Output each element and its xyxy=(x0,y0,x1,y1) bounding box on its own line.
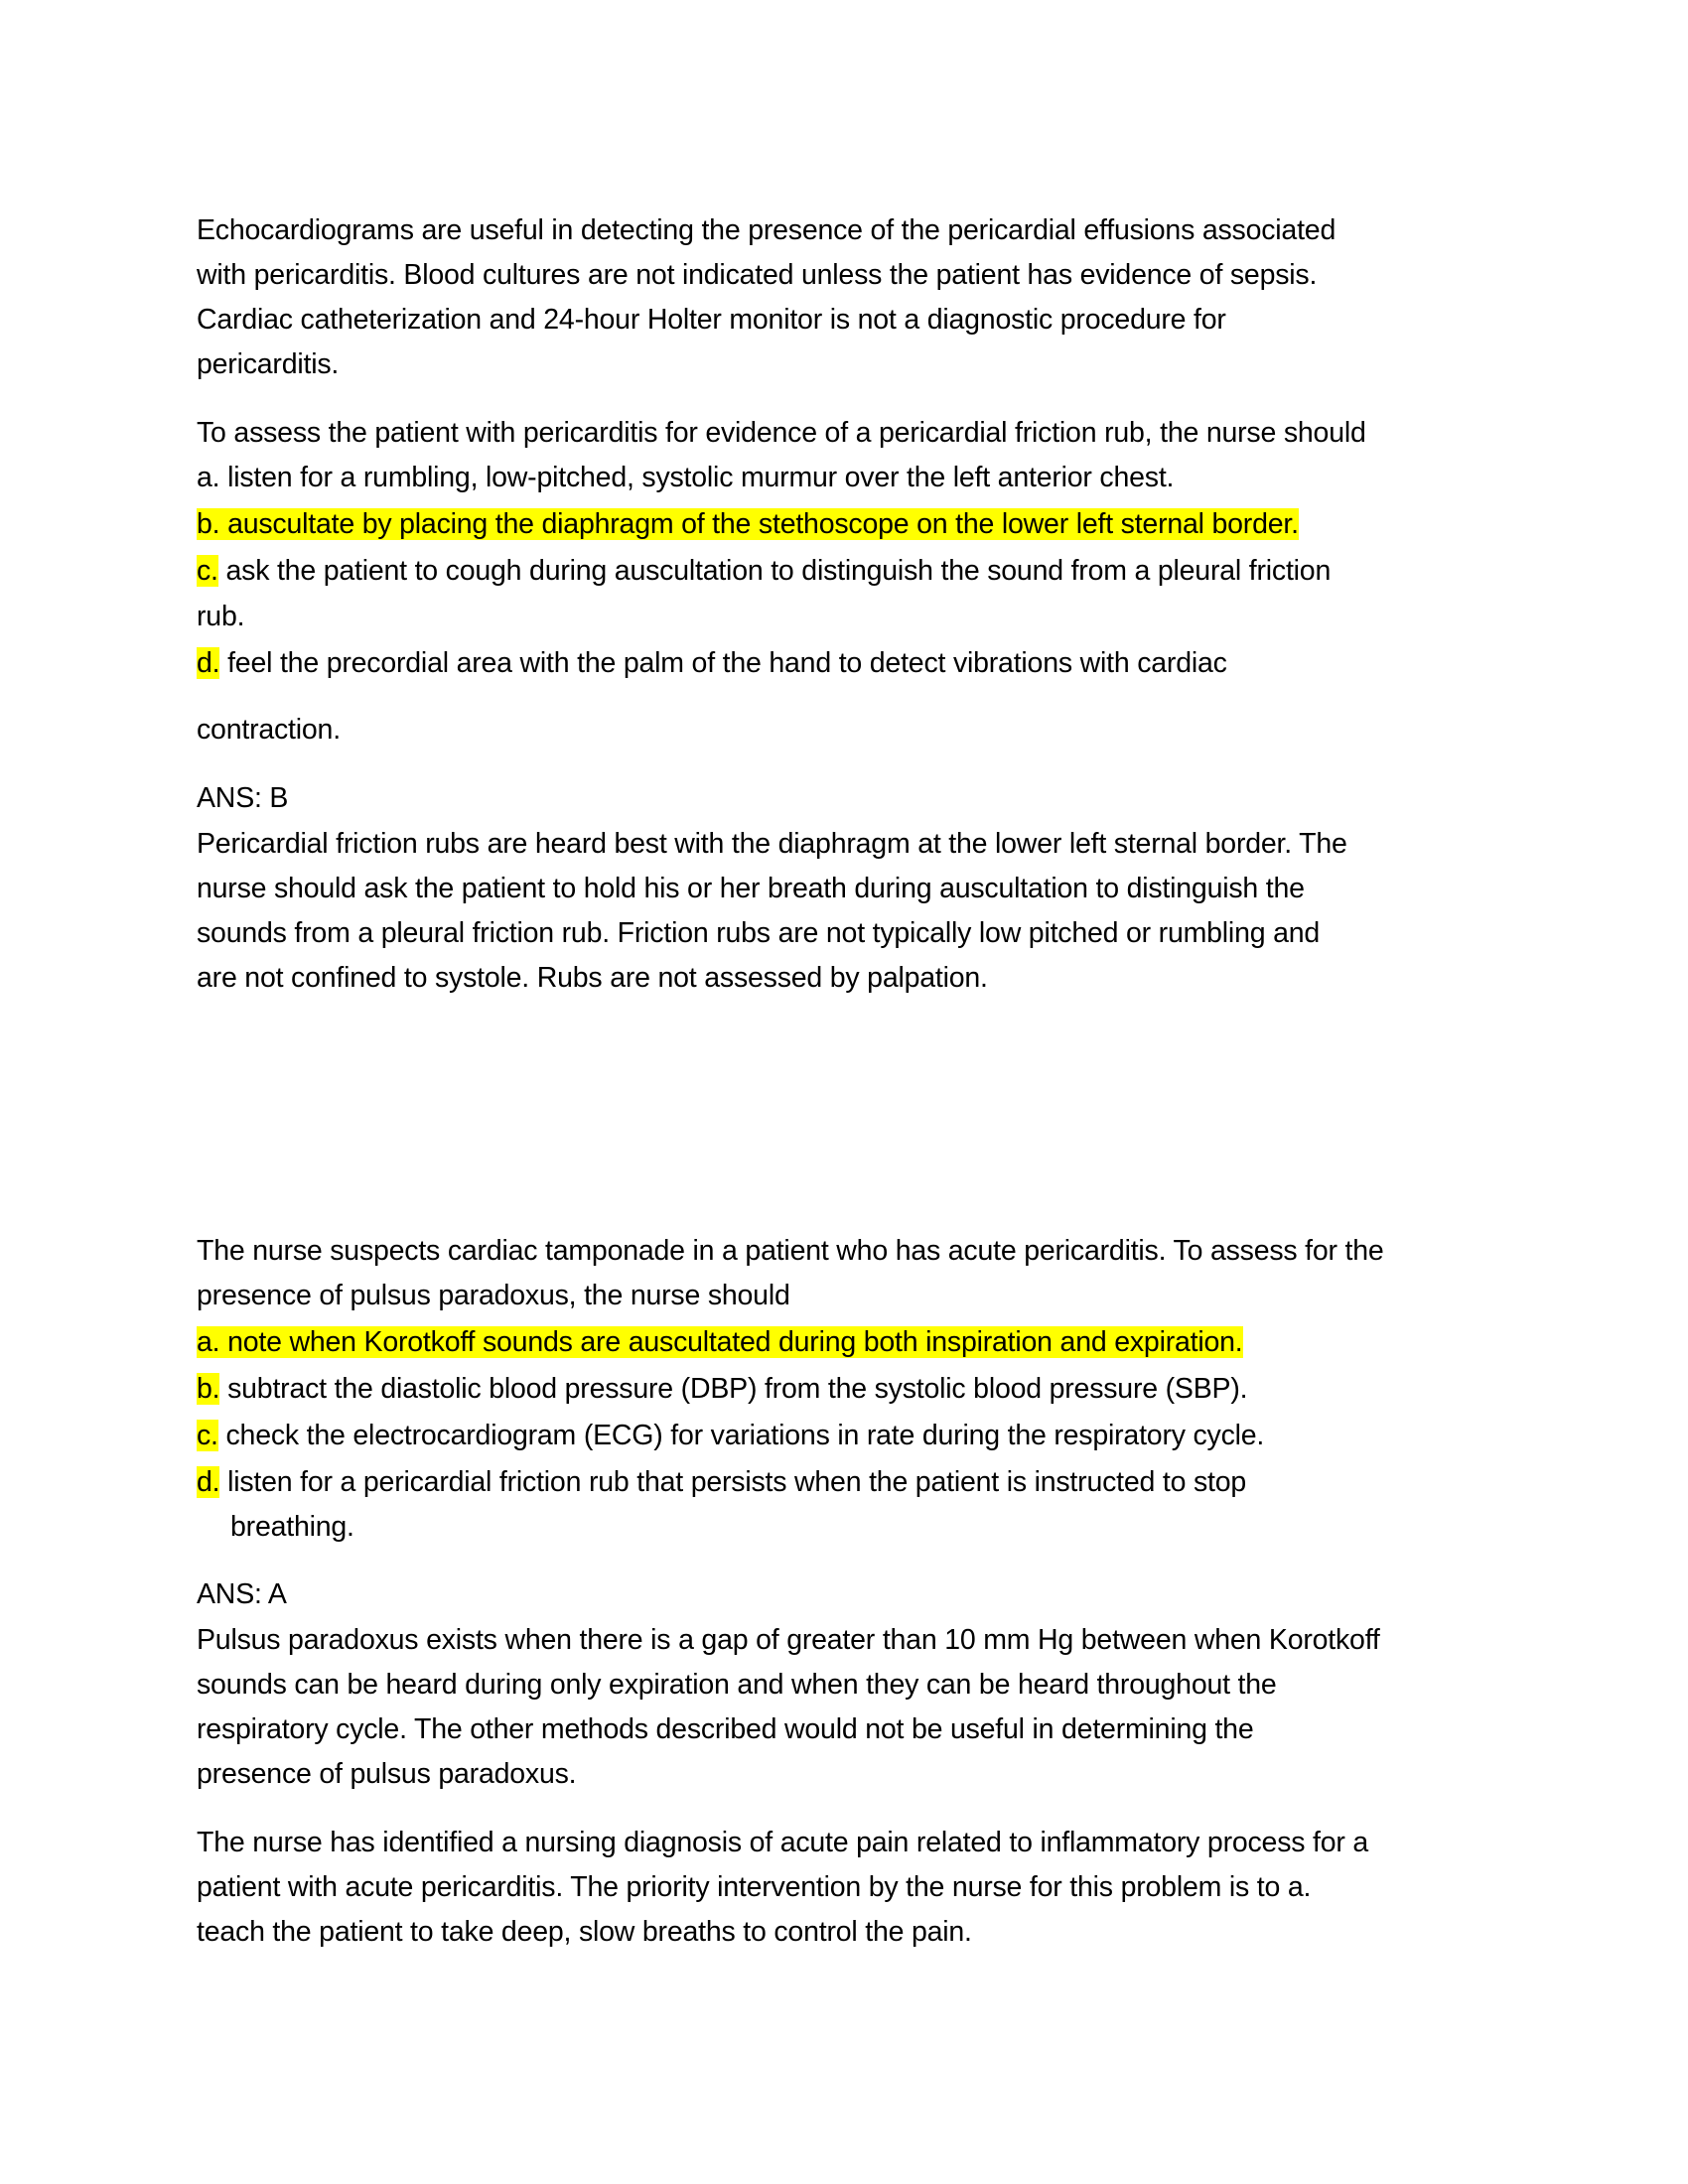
highlight: b. auscultate by placing the diaphragm of the stethoscope on the lower left sternal border. xyxy=(197,508,1299,540)
q3-stem-3: teach the patient to take deep, slow breaths to control the pain. xyxy=(197,1916,972,1948)
q1-option-b xyxy=(197,502,1299,546)
q3-stem-2: patient with acute pericarditis. The priority intervention by the nurse for this problem is to a. xyxy=(197,1871,1312,1903)
q1-rationale-1: Pericardial friction rubs are heard best with the diaphragm at the lower left sternal border. The xyxy=(197,828,1347,860)
q1-rationale-2: nurse should ask the patient to hold his or her breath during auscultation to distinguish the xyxy=(197,873,1305,904)
option-label: b. xyxy=(197,1373,220,1405)
q1-stem: To assess the patient with pericarditis for evidence of a pericardial friction rub, the nurse should xyxy=(197,417,1366,449)
q1-rationale-3: sounds from a pleural friction rub. Friction rubs are not typically low pitched or rumbling and xyxy=(197,917,1321,949)
option-text: subtract the diastolic blood pressure (DBP) from the systolic blood pressure (SBP). xyxy=(219,1373,1248,1405)
q1-rationale-4: are not confined to systole. Rubs are not assessed by palpation. xyxy=(197,962,988,994)
q2-option-c xyxy=(197,1414,1264,1457)
q2-option-d xyxy=(197,1460,1246,1504)
q3-stem-1: The nurse has identified a nursing diagnosis of acute pain related to inflammatory process for a xyxy=(197,1827,1369,1858)
q2-rationale-3: respiratory cycle. The other methods described would not be useful in determining the xyxy=(197,1713,1254,1745)
q1-option-d-cont: contraction. xyxy=(197,714,341,746)
highlight: a. note when Korotkoff sounds are auscultated during both inspiration and expiration. xyxy=(197,1326,1243,1358)
q2-rationale-1: Pulsus paradoxus exists when there is a gap of greater than 10 mm Hg between when Korotkoff xyxy=(197,1624,1380,1656)
option-text: check the electrocardiogram (ECG) for variations in rate during the respiratory cycle. xyxy=(217,1420,1265,1451)
para1-line-3: Cardiac catheterization and 24-hour Holter monitor is not a diagnostic procedure for xyxy=(197,304,1226,336)
q1-option-c xyxy=(197,549,1331,593)
option-text: ask the patient to cough during auscultation to distinguish the sound from a pleural friction xyxy=(217,555,1332,587)
option-text: feel the precordial area with the palm of the hand to detect vibrations with cardiac xyxy=(219,647,1227,679)
option-label: d. xyxy=(197,647,220,679)
option-label: d. xyxy=(197,1466,220,1498)
q2-stem-2: presence of pulsus paradoxus, the nurse should xyxy=(197,1280,790,1311)
q1-answer: ANS: B xyxy=(197,782,289,814)
q2-rationale-4: presence of pulsus paradoxus. xyxy=(197,1758,577,1790)
para1-line-4: pericarditis. xyxy=(197,348,340,380)
option-text: listen for a pericardial friction rub that persists when the patient is instructed to stop xyxy=(219,1466,1247,1498)
q2-rationale-2: sounds can be heard during only expiration and when they can be heard throughout the xyxy=(197,1669,1277,1701)
para1-line-1: Echocardiograms are useful in detecting the presence of the pericardial effusions associated xyxy=(197,214,1336,246)
q2-option-a xyxy=(197,1320,1243,1364)
q1-option-d xyxy=(197,641,1227,685)
q2-option-d-cont: breathing. xyxy=(230,1511,354,1543)
q1-option-c-cont: rub. xyxy=(197,601,245,632)
option-label: c. xyxy=(197,555,218,587)
q2-stem-1: The nurse suspects cardiac tamponade in a patient who has acute pericarditis. To assess for the xyxy=(197,1235,1384,1267)
para1-line-2: with pericarditis. Blood cultures are not indicated unless the patient has evidence of sepsis. xyxy=(197,259,1318,291)
q1-option-a: a. listen for a rumbling, low-pitched, systolic murmur over the left anterior chest. xyxy=(197,462,1175,493)
q2-answer: ANS: A xyxy=(197,1578,287,1610)
option-label: c. xyxy=(197,1420,218,1451)
q2-option-b xyxy=(197,1367,1247,1411)
